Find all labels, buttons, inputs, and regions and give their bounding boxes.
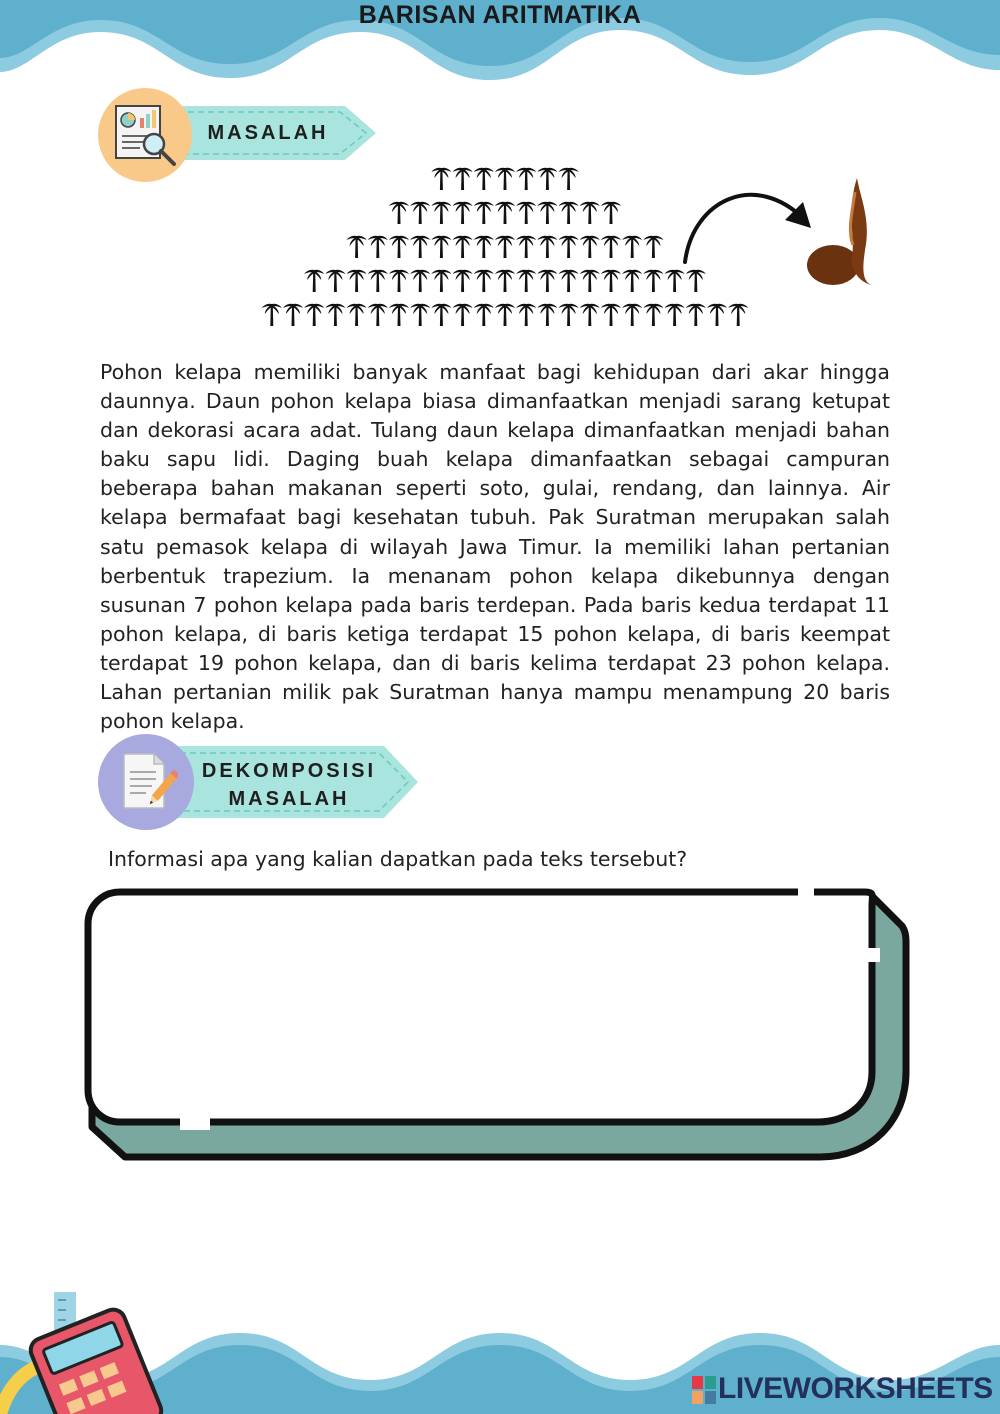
palm-tree-icon (622, 270, 642, 292)
palm-tree-icon (325, 304, 345, 326)
palm-tree-icon (537, 168, 557, 190)
palm-tree-icon (453, 168, 473, 190)
page-title: BARISAN ARITMATIKA (358, 1, 642, 29)
curved-arrow-icon (685, 195, 805, 262)
dekomposisi-section-label (194, 757, 384, 813)
palm-tree-icon (580, 304, 600, 326)
palm-tree-icon (516, 270, 536, 292)
dekomposisi-label-line1: DEKOMPOSISI (201, 760, 377, 782)
palm-tree-icon (410, 270, 430, 292)
palm-tree-icon (559, 270, 579, 292)
palm-tree-icon (643, 304, 663, 326)
palm-tree-icon (622, 236, 642, 258)
palm-tree-icon (410, 202, 430, 224)
palm-tree-icon (431, 168, 451, 190)
palm-tree-icon (495, 168, 515, 190)
palm-tree-icon (474, 168, 494, 190)
question-text: Informasi apa yang kalian dapatkan pada teks tersebut? (108, 847, 688, 871)
palm-tree-icon (453, 270, 473, 292)
palm-tree-icon (728, 304, 748, 326)
palm-tree-icon (474, 236, 494, 258)
palm-tree-icon (580, 202, 600, 224)
palm-tree-icon (665, 304, 685, 326)
palm-tree-icon (707, 304, 727, 326)
palm-tree-icon (516, 236, 536, 258)
palm-tree-icon (368, 304, 388, 326)
palm-tree-icon (559, 236, 579, 258)
palm-tree-icon (559, 168, 579, 190)
palm-tree-icon (474, 304, 494, 326)
palm-tree-icon (495, 202, 515, 224)
palm-tree-icon (537, 202, 557, 224)
palm-tree-icon (559, 202, 579, 224)
palm-tree-icon (537, 236, 557, 258)
palm-tree-icon (601, 202, 621, 224)
palm-tree-icon (453, 236, 473, 258)
palm-tree-icon (410, 304, 430, 326)
palm-tree-icon (622, 304, 642, 326)
palm-tree-icon (601, 270, 621, 292)
coconut-sprout-icon (807, 178, 871, 285)
palm-tree-icon (431, 236, 451, 258)
palm-tree-icon (304, 304, 324, 326)
palm-tree-icon (347, 236, 367, 258)
palm-tree-icon (453, 304, 473, 326)
palm-tree-icon (580, 270, 600, 292)
palm-tree-icon (431, 270, 451, 292)
palm-tree-icon (643, 236, 663, 258)
dekomposisi-label-line2: MASALAH (228, 788, 350, 810)
answer-input[interactable] (104, 908, 858, 1112)
palm-tree-icon (559, 304, 579, 326)
palm-tree-icon (537, 270, 557, 292)
palm-tree-icon (347, 270, 367, 292)
palm-tree-icon (601, 236, 621, 258)
document-pencil-icon (118, 752, 178, 812)
report-magnifier-icon (110, 100, 182, 170)
palm-tree-icon (410, 236, 430, 258)
palm-tree-icon (431, 304, 451, 326)
palm-tree-icon (686, 304, 706, 326)
palm-tree-icon (368, 270, 388, 292)
palm-tree-icon (389, 270, 409, 292)
palm-tree-icon (516, 202, 536, 224)
palm-tree-icon (474, 270, 494, 292)
arrow-and-sprout-illustration (675, 170, 885, 290)
palm-tree-icon (495, 236, 515, 258)
palm-tree-icon (453, 202, 473, 224)
palm-tree-icon (580, 236, 600, 258)
palm-tree-icon (643, 270, 663, 292)
palm-tree-icon (262, 304, 282, 326)
palm-tree-icon (431, 202, 451, 224)
palm-tree-icon (283, 304, 303, 326)
palm-tree-icon (325, 270, 345, 292)
palm-tree-icon (495, 304, 515, 326)
palm-tree-icon (516, 168, 536, 190)
liveworksheets-brand: LIVEWORKSHEETS (718, 1372, 993, 1405)
palm-tree-icon (389, 304, 409, 326)
palm-tree-icon (389, 202, 409, 224)
calculator-icon (0, 1290, 170, 1414)
story-paragraph: Pohon kelapa memiliki banyak manfaat bagi kehidupan dari akar hingga daunnya. Daun pohon kelapa biasa dimanfaatkan menjadi sarang ketupat dan dekorasi acara adat. Tulang daun kelapa dimanfaatkan menjadi bahan baku sapu lidi. Daging buah kelapa dimanfaatkan sebagai campuran beberapa bahan makanan seperti soto, gulai, rendang, dan lainnya. Air kelapa bermafaat bagi kesehatan tubuh. Pak Suratman merupakan salah satu pemasok kelapa di wilayah Jawa Timur. Ia memiliki lahan pertanian berbentuk trapezium. Ia menanam pohon kelapa dikebunnya dengan susunan 7 pohon kelapa pada baris terdepan. Pada baris kedua terdapat 11 pohon kelapa, di baris ketiga terdapat 15 pohon kelapa, di baris keempat terdapat 19 pohon kelapa, dan di baris kelima terdapat 23 pohon kelapa. Lahan pertanian milik pak Suratman hanya mampu menampung 20 baris pohon kelapa. (100, 360, 890, 734)
palm-tree-icon (389, 236, 409, 258)
palm-tree-icon (347, 304, 367, 326)
palm-tree-icon (304, 270, 324, 292)
palm-tree-icon (601, 304, 621, 326)
masalah-section-label: MASALAH (207, 122, 329, 144)
palm-tree-icon (474, 202, 494, 224)
palm-tree-icon (368, 236, 388, 258)
palm-tree-icon (537, 304, 557, 326)
palm-tree-icon (495, 270, 515, 292)
liveworksheets-logo-icon (692, 1376, 716, 1404)
palm-tree-icon (516, 304, 536, 326)
